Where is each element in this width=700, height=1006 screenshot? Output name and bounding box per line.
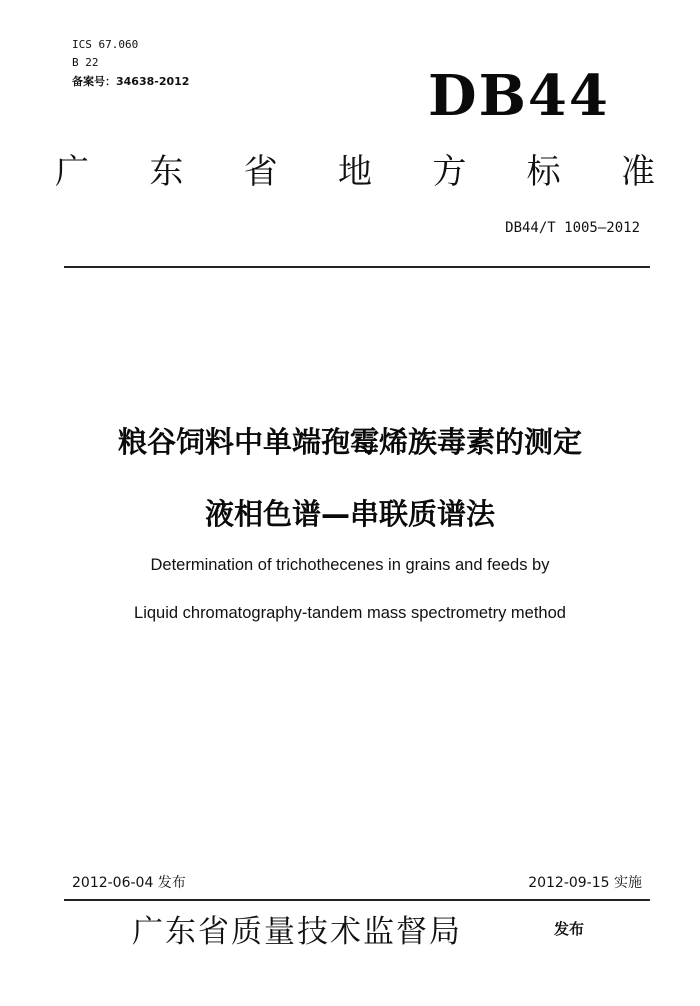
standard-type-title (55, 150, 655, 194)
english-title-line-1: Determination of trichothecenes in grains and feeds by (150, 556, 550, 574)
chinese-title-line-1: 粮谷饲料中单端孢霉烯族毒素的测定 (117, 425, 582, 459)
ccs-code: B 22 (72, 56, 99, 69)
record-number: 备案号：34638-2012 (72, 75, 190, 88)
standard-type-char: 地 (337, 152, 372, 192)
issue-date: 2012-06-04 发布 (72, 875, 186, 891)
footer-divider (64, 899, 650, 901)
header-divider (64, 266, 650, 268)
english-title-line-2: Liquid chromatography-tandem mass spectrometry method (134, 604, 566, 622)
chinese-title-line-2: 液相色谱—串联质谱法 (204, 497, 495, 531)
implementation-date: 2012-09-15 实施 (528, 875, 642, 891)
standard-number: DB44/T 1005—2012 (505, 220, 640, 236)
standard-type-char: 省 (243, 152, 278, 192)
standard-type-char: 方 (432, 152, 467, 192)
standard-type-char: 标 (526, 152, 561, 192)
publish-label: 发布 (554, 920, 585, 938)
publisher-name: 广东省质量技术监督局 (132, 914, 462, 950)
standard-type-char: 东 (149, 152, 184, 192)
db44-logo: DB44 (428, 63, 610, 129)
standard-type-char: 广 (55, 152, 89, 192)
standard-type-char: 准 (620, 152, 655, 192)
ics-code: ICS 67.060 (72, 38, 139, 51)
